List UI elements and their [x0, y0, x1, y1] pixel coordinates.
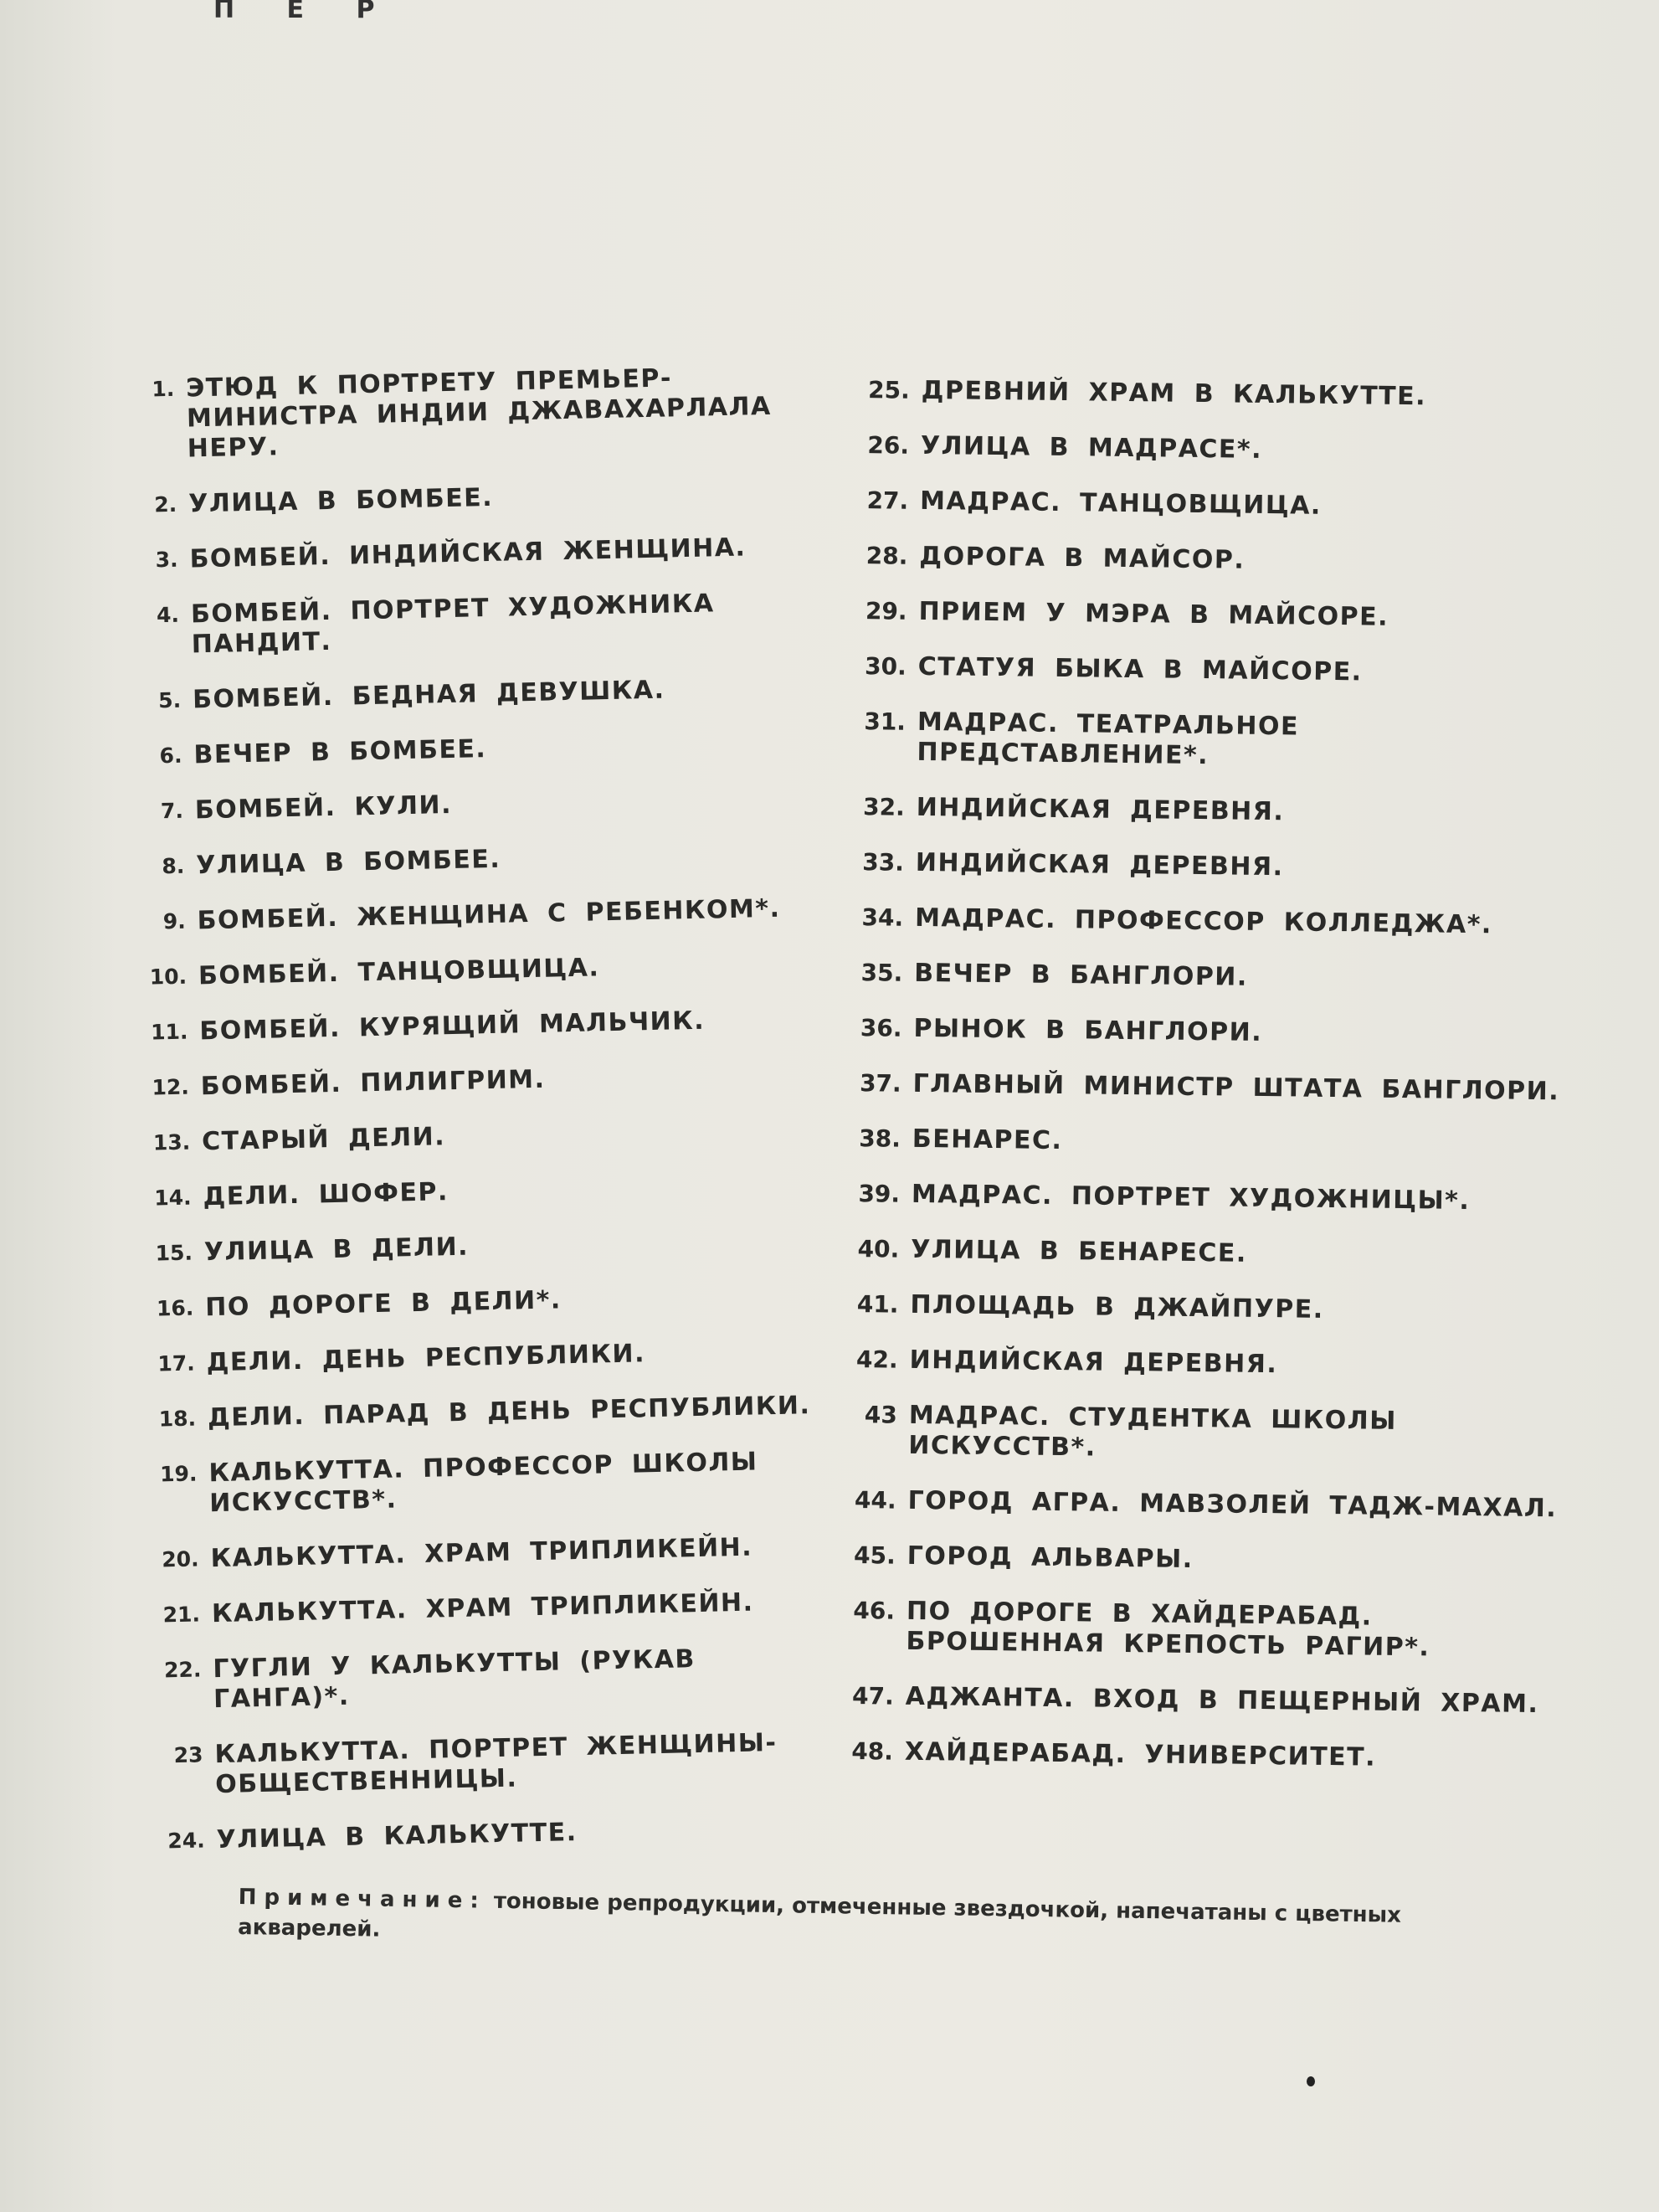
- list-item: [847, 1234, 1567, 1273]
- item-number: 12.: [152, 1074, 190, 1100]
- item-title: ГОРОД АГРА. МАВЗОЛЕЙ ТАДЖ-МАХАЛ.: [907, 1485, 1558, 1524]
- item-title: ДЕЛИ. ДЕНЬ РЕСПУБЛИКИ.: [206, 1339, 646, 1378]
- item-title: БОМБЕЙ. ЖЕНЩИНА С РЕБЕНКОМ*.: [197, 893, 781, 936]
- item-number: 34.: [861, 903, 904, 932]
- item-number: 2.: [154, 491, 177, 517]
- item-number: 30.: [864, 652, 907, 681]
- item-number: 9.: [162, 908, 186, 934]
- item-title: БОМБЕЙ. ПИЛИГРИМ.: [200, 1064, 546, 1102]
- item-number: 20.: [162, 1546, 199, 1572]
- item-title: ЭТЮД К ПОРТРЕТУ ПРЕМЬЕР-МИНИСТРА ИНДИИ ДЖАВАХАРЛАЛА НЕРУ.: [185, 363, 773, 464]
- printed-dot-mark: [1307, 2076, 1315, 2086]
- item-number: 24.: [167, 1828, 205, 1854]
- item-number: 40.: [857, 1235, 900, 1263]
- left-column-list: [126, 361, 827, 1881]
- item-title: ПЛОЩАДЬ В ДЖАЙПУРЕ.: [910, 1289, 1324, 1325]
- item-title: КАЛЬКУТТА. ПРОФЕССОР ШКОЛЫ ИСКУССТВ*.: [208, 1447, 758, 1519]
- list-item: [845, 1345, 1565, 1384]
- item-title: ВЕЧЕР В БАНГЛОРИ.: [914, 958, 1249, 992]
- item-title: ГЛАВНЫЙ МИНИСТР ШТАТА БАНГЛОРИ.: [912, 1068, 1560, 1107]
- item-title: МАДРАС. ТАНЦОВЩИЦА.: [919, 486, 1323, 521]
- list-item: [858, 375, 1578, 414]
- list-item: [844, 1485, 1564, 1525]
- list-item: [846, 1289, 1566, 1329]
- item-title: РЫНОК В БАНГЛОРИ.: [913, 1013, 1263, 1047]
- list-item: [152, 1587, 822, 1631]
- list-item: [146, 1335, 816, 1380]
- list-item: [850, 1013, 1569, 1052]
- item-title: КАЛЬКУТТА. ХРАМ ТРИПЛИКЕЙН.: [211, 1587, 754, 1629]
- item-title: СТАРЫЙ ДЕЛИ.: [201, 1122, 446, 1157]
- item-number: 19.: [159, 1461, 198, 1487]
- item-number: 25.: [867, 376, 910, 404]
- item-title: УЛИЦА В БЕНАРЕСЕ.: [911, 1234, 1247, 1268]
- item-title: ГОРОД АЛЬВАРЫ.: [907, 1541, 1194, 1574]
- item-number: 36.: [860, 1014, 902, 1042]
- item-number: 17.: [157, 1350, 196, 1376]
- item-number: 47.: [851, 1682, 894, 1710]
- item-title: БОМБЕЙ. БЕДНАЯ ДЕВУШКА.: [192, 675, 665, 715]
- list-item: [136, 893, 807, 938]
- list-item: [156, 1813, 826, 1857]
- footnote: [238, 1882, 1528, 1963]
- item-title: ДЕЛИ. ШОФЕР.: [203, 1177, 449, 1212]
- item-title: АДЖАНТА. ВХОД В ПЕЩЕРНЫЙ ХРАМ.: [905, 1681, 1539, 1720]
- item-title: ХАЙДЕРАБАД. УНИВЕРСИТЕТ.: [904, 1736, 1377, 1772]
- list-item: [845, 1400, 1565, 1469]
- list-item: [140, 1059, 810, 1103]
- item-title: БОМБЕЙ. ПОРТРЕТ ХУДОЖНИКА ПАНДИТ.: [190, 589, 715, 660]
- item-title: УЛИЦА В БОМБЕЕ.: [187, 482, 494, 519]
- list-item: [848, 1179, 1568, 1218]
- item-number: 5.: [157, 687, 182, 713]
- item-number: 43: [864, 1401, 898, 1429]
- item-number: 3.: [155, 547, 178, 573]
- list-item: [855, 541, 1575, 580]
- item-number: 45.: [853, 1541, 896, 1570]
- list-item: [139, 1004, 809, 1048]
- item-number: 27.: [866, 486, 909, 515]
- item-number: 13.: [152, 1129, 191, 1155]
- list-item: [138, 949, 809, 993]
- item-title: ПО ДОРОГЕ В ДЕЛИ*.: [204, 1285, 562, 1323]
- list-item: [852, 847, 1572, 887]
- list-item: [849, 1124, 1569, 1163]
- page-header-fragment: П Е Р: [213, 0, 397, 24]
- list-item: [148, 1446, 819, 1520]
- footnote-label: Примечание:: [238, 1884, 487, 1914]
- list-item: [144, 1225, 814, 1269]
- list-item: [849, 1068, 1569, 1108]
- list-item: [855, 596, 1574, 635]
- item-number: 1.: [152, 376, 175, 402]
- list-item: [856, 486, 1576, 525]
- item-number: 28.: [865, 542, 908, 570]
- item-number: 8.: [162, 853, 185, 879]
- list-item: [152, 1642, 823, 1716]
- item-title: МАДРАС. СТУДЕНТКА ШКОЛЫ ИСКУССТВ*.: [908, 1400, 1398, 1463]
- item-number: 15.: [155, 1240, 193, 1266]
- list-item: [141, 1114, 812, 1159]
- list-item: [128, 476, 799, 521]
- list-item: [844, 1541, 1564, 1580]
- list-item: [842, 1596, 1563, 1665]
- item-title: УЛИЦА В ДЕЛИ.: [203, 1232, 470, 1268]
- item-number: 37.: [859, 1069, 901, 1098]
- list-item: [126, 361, 797, 466]
- item-number: 6.: [159, 743, 182, 769]
- footnote-text: тоновые репродукции, отмеченные звездочкой, напечатаны с цветных акварелей.: [237, 1888, 1402, 1942]
- item-number: 32.: [862, 793, 905, 821]
- item-number: 4.: [156, 602, 180, 628]
- item-title: ДРЕВНИЙ ХРАМ В КАЛЬКУТТЕ.: [921, 375, 1427, 412]
- item-title: БЕНАРЕС.: [912, 1124, 1063, 1156]
- item-title: УЛИЦА В МАДРАСЕ*.: [920, 430, 1263, 465]
- list-item: [852, 792, 1572, 831]
- item-title: ДЕЛИ. ПАРАД В ДЕНЬ РЕСПУБЛИКИ.: [207, 1391, 811, 1433]
- item-number: 46.: [853, 1597, 896, 1625]
- item-title: ИНДИЙСКАЯ ДЕРЕВНЯ.: [909, 1345, 1278, 1380]
- list-item: [853, 707, 1574, 776]
- item-number: 16.: [156, 1295, 194, 1321]
- item-title: БОМБЕЙ. ИНДИЙСКАЯ ЖЕНЩИНА.: [189, 532, 747, 574]
- item-title: МАДРАС. ТЕАТРАЛЬНОЕ ПРЕДСТАВЛЕНИЕ*.: [917, 707, 1300, 771]
- list-item: [841, 1736, 1561, 1776]
- item-number: 10.: [149, 964, 187, 990]
- list-item: [132, 672, 803, 717]
- item-title: ПО ДОРОГЕ В ХАЙДЕРАБАД. БРОШЕННАЯ КРЕПОСТЬ РАГИР*.: [906, 1596, 1430, 1663]
- item-number: 11.: [150, 1019, 188, 1045]
- item-title: БОМБЕЙ. КУРЯЩИЙ МАЛЬЧИК.: [199, 1006, 706, 1047]
- list-item: [136, 838, 806, 882]
- item-number: 21.: [162, 1602, 201, 1628]
- list-item: [129, 532, 799, 576]
- item-title: УЛИЦА В БОМБЕЕ.: [195, 844, 501, 881]
- list-item: [133, 728, 804, 772]
- item-number: 42.: [855, 1345, 898, 1374]
- item-title: ПРИЕМ У МЭРА В МАЙСОРЕ.: [918, 596, 1389, 632]
- item-title: КАЛЬКУТТА. ХРАМ ТРИПЛИКЕЙН.: [210, 1532, 753, 1574]
- list-item: [131, 587, 801, 661]
- item-title: ДОРОГА В МАЙСОР.: [919, 541, 1246, 575]
- item-number: 44.: [854, 1486, 896, 1515]
- item-title: БОМБЕЙ. ТАНЦОВЩИЦА.: [198, 953, 600, 991]
- list-item: [857, 430, 1577, 470]
- right-column-list: [840, 375, 1578, 1800]
- list-item: [842, 1681, 1562, 1721]
- item-title: МАДРАС. ПОРТРЕТ ХУДОЖНИЦЫ*.: [911, 1179, 1471, 1217]
- item-title: УЛИЦА В КАЛЬКУТТЕ.: [216, 1818, 578, 1855]
- item-number: 33.: [862, 848, 905, 877]
- item-title: ГУГЛИ У КАЛЬКУТТЫ (РУКАВ ГАНГА)*.: [213, 1644, 696, 1715]
- list-item: [855, 651, 1574, 691]
- list-item: [850, 958, 1570, 997]
- item-number: 14.: [153, 1185, 192, 1211]
- item-number: 22.: [163, 1657, 202, 1683]
- list-item: [145, 1280, 815, 1325]
- item-number: 23: [173, 1742, 203, 1768]
- list-item: [851, 903, 1571, 942]
- item-title: БОМБЕЙ. КУЛИ.: [194, 790, 453, 826]
- item-number: 39.: [858, 1180, 901, 1208]
- list-item: [150, 1531, 820, 1576]
- item-title: МАДРАС. ПРОФЕССОР КОЛЛЕДЖА*.: [914, 903, 1493, 940]
- item-number: 29.: [865, 597, 907, 625]
- item-title: КАЛЬКУТТА. ПОРТРЕТ ЖЕНЩИНЫ-ОБЩЕСТВЕННИЦЫ.: [214, 1728, 778, 1800]
- item-title: ВЕЧЕР В БОМБЕЕ.: [193, 734, 487, 770]
- item-number: 35.: [860, 959, 903, 987]
- list-item: [154, 1727, 824, 1802]
- item-number: 26.: [867, 431, 910, 460]
- item-title: ИНДИЙСКАЯ ДЕРЕВНЯ.: [915, 847, 1284, 882]
- item-number: 48.: [851, 1737, 894, 1766]
- item-number: 38.: [859, 1124, 901, 1153]
- list-item: [135, 783, 805, 827]
- item-title: ИНДИЙСКАЯ ДЕРЕВНЯ.: [916, 792, 1285, 827]
- item-title: СТАТУЯ БЫКА В МАЙСОРЕ.: [917, 651, 1363, 687]
- item-number: 41.: [856, 1290, 899, 1319]
- item-number: 7.: [160, 798, 184, 824]
- list-item: [147, 1391, 818, 1435]
- list-item: [142, 1170, 813, 1214]
- item-number: 18.: [158, 1406, 197, 1432]
- item-number: 31.: [864, 707, 907, 736]
